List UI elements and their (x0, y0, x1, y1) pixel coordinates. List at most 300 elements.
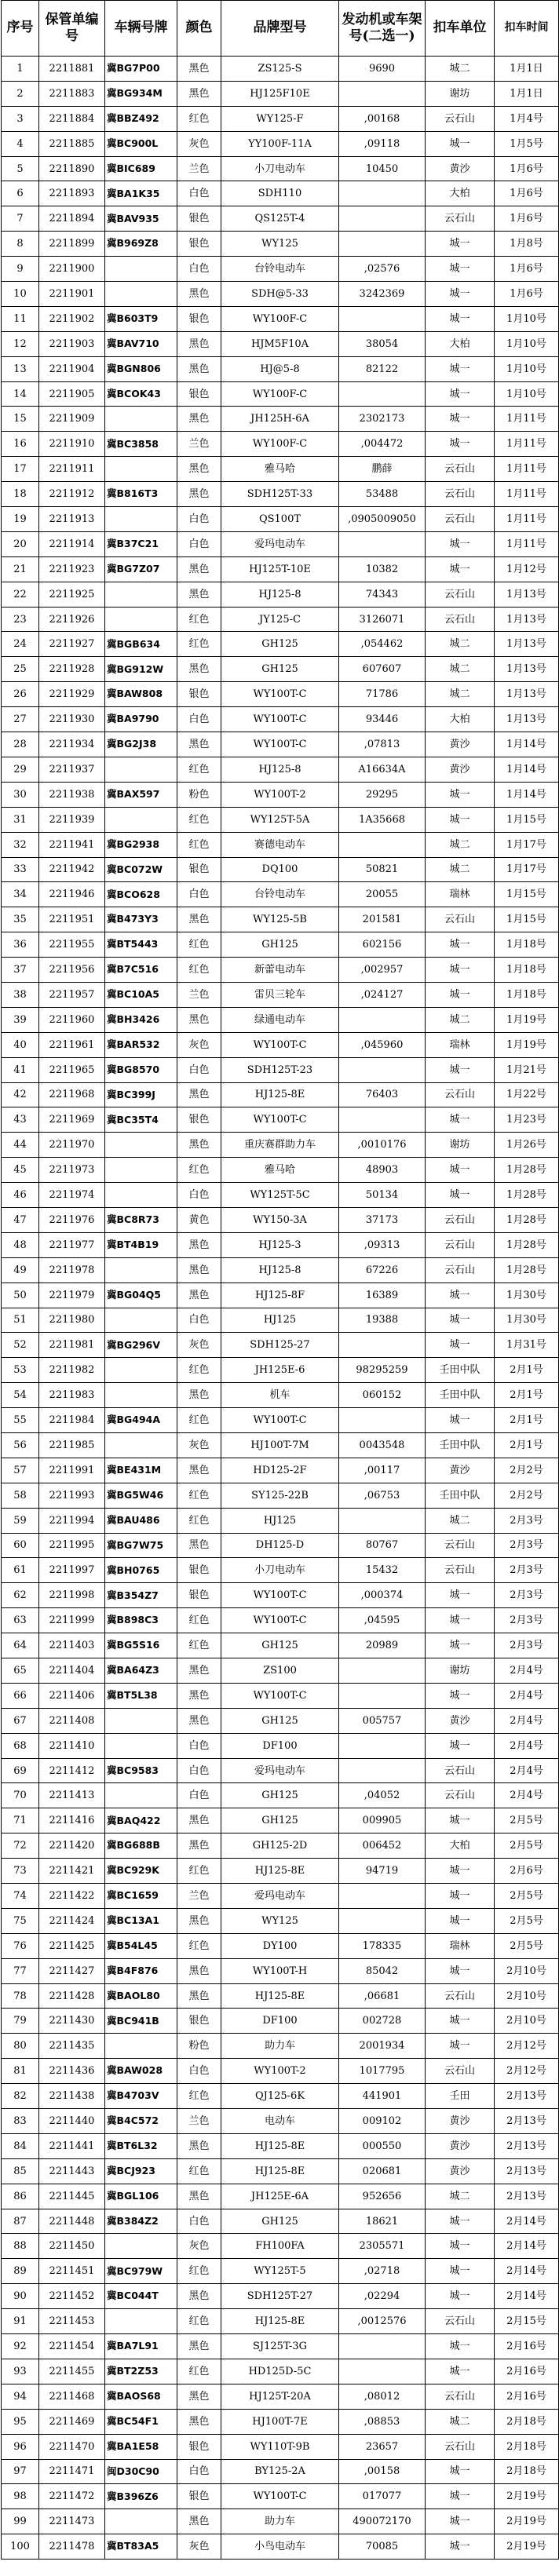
cell-color: 黑色 (177, 482, 221, 507)
cell-seq: 84 (2, 2133, 39, 2158)
cell-model: 机车 (221, 1383, 339, 1408)
cell-color: 红色 (177, 1859, 221, 1884)
cell-unit: 黄沙 (426, 2109, 495, 2134)
cell-doc-number: 2211421 (39, 1859, 105, 1884)
cell-color: 银色 (177, 1107, 221, 1133)
cell-seq: 24 (2, 632, 39, 657)
cell-color: 黑色 (177, 457, 221, 482)
cell-time: 2月12号 (495, 2034, 559, 2059)
cell-color: 兰色 (177, 2109, 221, 2134)
cell-plate: 冀BCJ923 (105, 2158, 177, 2184)
cell-model: WY100T-C (221, 1583, 339, 1608)
cell-unit: 云石山 (426, 106, 495, 131)
cell-time: 1月6号 (495, 181, 559, 206)
cell-time: 1月18号 (495, 982, 559, 1007)
cell-seq: 64 (2, 1633, 39, 1658)
cell-model: WY125-5B (221, 907, 339, 932)
cell-time: 1月28号 (495, 1207, 559, 1232)
cell-time: 1月11号 (495, 457, 559, 482)
cell-doc-number: 2211436 (39, 2059, 105, 2084)
cell-engine-frame: 3242369 (339, 282, 426, 307)
cell-doc-number: 2211985 (39, 1432, 105, 1458)
cell-engine-frame: ,002957 (339, 958, 426, 983)
cell-color: 黑色 (177, 1082, 221, 1107)
cell-plate: 冀BC1659 (105, 1884, 177, 1909)
cell-plate: 冀BC9583 (105, 1758, 177, 1783)
cell-unit: 云石山 (426, 206, 495, 232)
cell-time: 2月4号 (495, 1733, 559, 1758)
cell-model: HJ125-8E (221, 1983, 339, 2009)
cell-plate: 冀BT4B19 (105, 1232, 177, 1257)
table-row (2, 1758, 559, 1783)
cell-seq: 12 (2, 331, 39, 356)
cell-time: 2月1号 (495, 1408, 559, 1433)
cell-unit: 云石山 (426, 1082, 495, 1107)
cell-color: 黑色 (177, 1983, 221, 2009)
cell-engine-frame (339, 2334, 426, 2359)
cell-time: 1月11号 (495, 482, 559, 507)
header-unit: 扣车单位 (426, 1, 495, 57)
cell-unit: 黄沙 (426, 732, 495, 757)
cell-unit: 云石山 (426, 1983, 495, 2009)
cell-seq: 6 (2, 181, 39, 206)
cell-engine-frame: ,0010176 (339, 1133, 426, 1158)
cell-color: 黑色 (177, 1658, 221, 1684)
cell-seq: 34 (2, 882, 39, 907)
cell-seq: 35 (2, 907, 39, 932)
cell-color: 银色 (177, 2009, 221, 2034)
cell-unit: 云石山 (426, 607, 495, 632)
cell-seq: 83 (2, 2109, 39, 2134)
cell-unit: 大柏 (426, 181, 495, 206)
cell-plate: 冀BT2Z53 (105, 2359, 177, 2384)
cell-unit: 云石山 (426, 457, 495, 482)
table-row (2, 1608, 559, 1633)
cell-color: 灰色 (177, 1333, 221, 1358)
cell-model: WY100T-C (221, 1032, 339, 1057)
cell-model: JH125E-6 (221, 1358, 339, 1383)
cell-plate (105, 1358, 177, 1383)
cell-time: 2月4号 (495, 1783, 559, 1808)
cell-plate: 冀BC941B (105, 2009, 177, 2034)
table-row (2, 1107, 559, 1133)
cell-unit: 城一 (426, 2259, 495, 2284)
cell-unit: 大柏 (426, 331, 495, 356)
table-row (2, 1733, 559, 1758)
cell-time: 2月4号 (495, 1683, 559, 1708)
cell-color: 黑色 (177, 2334, 221, 2359)
cell-engine-frame: ,02576 (339, 257, 426, 282)
cell-seq: 50 (2, 1283, 39, 1308)
cell-plate (105, 1708, 177, 1733)
cell-color: 银色 (177, 1558, 221, 1583)
cell-doc-number: 2211991 (39, 1458, 105, 1483)
table-row (2, 2534, 559, 2560)
cell-engine-frame: 002728 (339, 2009, 426, 2034)
table-row (2, 282, 559, 307)
cell-unit: 大柏 (426, 707, 495, 732)
table-row (2, 306, 559, 331)
cell-color: 红色 (177, 1158, 221, 1183)
cell-engine-frame: ,004472 (339, 432, 426, 457)
cell-engine-frame: 178335 (339, 1933, 426, 1958)
cell-unit: 城一 (426, 232, 495, 257)
cell-color: 黑色 (177, 1958, 221, 1983)
cell-model: GH125 (221, 1783, 339, 1808)
cell-plate: 冀BA9790 (105, 707, 177, 732)
cell-unit: 城二 (426, 1508, 495, 1533)
cell-model: 台铃电动车 (221, 882, 339, 907)
cell-color: 黑色 (177, 2133, 221, 2158)
cell-seq: 19 (2, 507, 39, 532)
cell-time: 2月1号 (495, 1432, 559, 1458)
cell-engine-frame (339, 81, 426, 106)
cell-doc-number: 2211472 (39, 2484, 105, 2509)
cell-unit: 城一 (426, 282, 495, 307)
cell-engine-frame: 50821 (339, 857, 426, 882)
cell-unit: 谢坊 (426, 1658, 495, 1684)
cell-plate: 冀BAOS68 (105, 2384, 177, 2409)
cell-unit: 城一 (426, 2284, 495, 2309)
cell-time: 1月11号 (495, 531, 559, 556)
cell-seq: 10 (2, 282, 39, 307)
cell-time: 2月13号 (495, 2109, 559, 2134)
table-row (2, 2109, 559, 2134)
cell-model: WY100T-C (221, 1683, 339, 1708)
cell-doc-number: 2211993 (39, 1483, 105, 1508)
cell-plate: 冀B4C572 (105, 2109, 177, 2134)
cell-seq: 81 (2, 2059, 39, 2084)
cell-plate (105, 1383, 177, 1408)
cell-doc-number: 2211976 (39, 1207, 105, 1232)
cell-color: 黑色 (177, 2384, 221, 2409)
cell-time: 1月15号 (495, 882, 559, 907)
cell-plate: 冀BC54F1 (105, 2409, 177, 2434)
cell-engine-frame: ,0012576 (339, 2309, 426, 2334)
cell-engine-frame: 15432 (339, 1558, 426, 1583)
cell-unit: 云石山 (426, 1558, 495, 1583)
cell-plate: 冀BGL106 (105, 2184, 177, 2209)
cell-model: DQ100 (221, 857, 339, 882)
table-row (2, 1032, 559, 1057)
cell-time: 1月13号 (495, 682, 559, 707)
cell-unit: 城一 (426, 782, 495, 807)
cell-seq: 18 (2, 482, 39, 507)
cell-color: 黑色 (177, 1908, 221, 1933)
cell-seq: 61 (2, 1558, 39, 1583)
cell-plate: 冀BAU486 (105, 1508, 177, 1533)
table-row (2, 356, 559, 381)
header-plate: 车辆号牌 (105, 1, 177, 57)
cell-doc-number: 2211994 (39, 1508, 105, 1533)
cell-unit: 城一 (426, 1057, 495, 1082)
cell-doc-number: 2211941 (39, 832, 105, 857)
cell-seq: 89 (2, 2259, 39, 2284)
cell-model: HJ125T-20A (221, 2384, 339, 2409)
cell-engine-frame: 1017795 (339, 2059, 426, 2084)
table-row (2, 1884, 559, 1909)
cell-plate: 冀B4F876 (105, 1958, 177, 1983)
cell-doc-number: 2211468 (39, 2384, 105, 2409)
cell-engine-frame: 005757 (339, 1708, 426, 1733)
cell-color: 白色 (177, 882, 221, 907)
cell-model: 助力车 (221, 2509, 339, 2534)
cell-plate (105, 507, 177, 532)
cell-plate: 冀BT6L32 (105, 2133, 177, 2158)
cell-time: 1月6号 (495, 257, 559, 282)
table-row (2, 2034, 559, 2059)
cell-plate: 冀BG5W46 (105, 1483, 177, 1508)
cell-engine-frame: 3126071 (339, 607, 426, 632)
cell-doc-number: 2211884 (39, 106, 105, 131)
cell-unit: 黄沙 (426, 2158, 495, 2184)
cell-model: WY150-3A (221, 1207, 339, 1232)
cell-time: 1月13号 (495, 632, 559, 657)
cell-color: 黄色 (177, 1207, 221, 1232)
cell-unit: 壬田 (426, 2084, 495, 2109)
cell-engine-frame (339, 1908, 426, 1933)
cell-time: 1月21号 (495, 1057, 559, 1082)
table-row (2, 2334, 559, 2359)
cell-model: JY125-C (221, 607, 339, 632)
cell-color: 红色 (177, 757, 221, 782)
cell-color: 白色 (177, 1733, 221, 1758)
cell-unit: 城一 (426, 2359, 495, 2384)
cell-unit: 城一 (426, 1583, 495, 1608)
cell-time: 2月5号 (495, 1884, 559, 1909)
table-row (2, 1358, 559, 1383)
cell-engine-frame (339, 1884, 426, 1909)
cell-engine-frame: 76403 (339, 1082, 426, 1107)
cell-plate: 冀BH3426 (105, 1007, 177, 1032)
cell-unit: 城一 (426, 2209, 495, 2234)
cell-time: 2月10号 (495, 1983, 559, 2009)
cell-doc-number: 2211984 (39, 1408, 105, 1433)
header-doc-number: 保管单编号 (39, 1, 105, 57)
cell-time: 2月4号 (495, 1758, 559, 1783)
cell-plate: 冀B54L45 (105, 1933, 177, 1958)
cell-engine-frame: 80767 (339, 1533, 426, 1558)
cell-doc-number: 2211974 (39, 1183, 105, 1208)
cell-engine-frame: 18621 (339, 2209, 426, 2234)
cell-engine-frame: 2305571 (339, 2234, 426, 2259)
cell-model: HD125-2F (221, 1458, 339, 1483)
cell-model: SDH125T-23 (221, 1057, 339, 1082)
cell-seq: 36 (2, 932, 39, 958)
cell-seq: 98 (2, 2484, 39, 2509)
cell-plate: 冀BAW028 (105, 2059, 177, 2084)
cell-unit: 城一 (426, 1859, 495, 1884)
cell-time: 2月16号 (495, 2384, 559, 2409)
table-row (2, 1283, 559, 1308)
cell-doc-number: 2211410 (39, 1733, 105, 1758)
cell-unit: 黄沙 (426, 156, 495, 181)
cell-plate: 冀B354Z7 (105, 1583, 177, 1608)
cell-seq: 25 (2, 657, 39, 682)
table-row (2, 2259, 559, 2284)
cell-doc-number: 2211452 (39, 2284, 105, 2309)
cell-time: 1月14号 (495, 757, 559, 782)
cell-time: 2月14号 (495, 2259, 559, 2284)
cell-engine-frame: 009102 (339, 2109, 426, 2134)
cell-model: HJ125-3 (221, 1232, 339, 1257)
cell-plate: 冀BG2938 (105, 832, 177, 857)
cell-color: 灰色 (177, 1032, 221, 1057)
cell-plate: 冀BCOK43 (105, 381, 177, 407)
cell-plate (105, 282, 177, 307)
cell-color: 黑色 (177, 1283, 221, 1308)
cell-doc-number: 2211903 (39, 331, 105, 356)
cell-color: 红色 (177, 1608, 221, 1633)
table-row (2, 257, 559, 282)
cell-unit: 城一 (426, 958, 495, 983)
cell-seq: 53 (2, 1358, 39, 1383)
cell-unit: 城一 (426, 2534, 495, 2560)
cell-time: 2月3号 (495, 1608, 559, 1633)
cell-doc-number: 2211995 (39, 1533, 105, 1558)
cell-seq: 15 (2, 407, 39, 432)
table-row (2, 857, 559, 882)
cell-plate: 冀BC929K (105, 1859, 177, 1884)
cell-unit: 城一 (426, 1608, 495, 1633)
cell-color: 银色 (177, 381, 221, 407)
cell-doc-number: 2211470 (39, 2434, 105, 2459)
cell-color: 兰色 (177, 982, 221, 1007)
cell-unit: 城一 (426, 1107, 495, 1133)
cell-time: 1月26号 (495, 1133, 559, 1158)
cell-color: 红色 (177, 2084, 221, 2109)
cell-doc-number: 2211406 (39, 1683, 105, 1708)
cell-time: 1月28号 (495, 1158, 559, 1183)
cell-doc-number: 2211926 (39, 607, 105, 632)
cell-unit: 城一 (426, 1733, 495, 1758)
cell-time: 1月22号 (495, 1082, 559, 1107)
cell-model: 新蕾电动车 (221, 958, 339, 983)
cell-unit: 云石山 (426, 1232, 495, 1257)
cell-engine-frame: 952656 (339, 2184, 426, 2209)
cell-color: 黑色 (177, 1708, 221, 1733)
cell-doc-number: 2211983 (39, 1383, 105, 1408)
cell-time: 1月17号 (495, 832, 559, 857)
cell-plate (105, 1308, 177, 1333)
cell-engine-frame: 20055 (339, 882, 426, 907)
cell-time: 2月3号 (495, 1533, 559, 1558)
cell-doc-number: 2211430 (39, 2009, 105, 2034)
cell-time: 2月5号 (495, 1808, 559, 1833)
cell-doc-number: 2211883 (39, 81, 105, 106)
table-row (2, 1257, 559, 1283)
cell-color: 黑色 (177, 2509, 221, 2534)
cell-seq: 75 (2, 1908, 39, 1933)
cell-unit: 城二 (426, 632, 495, 657)
cell-color: 白色 (177, 1183, 221, 1208)
header-color: 颜色 (177, 1, 221, 57)
cell-unit: 云石山 (426, 1257, 495, 1283)
cell-color: 黑色 (177, 2184, 221, 2209)
cell-color: 银色 (177, 1583, 221, 1608)
cell-seq: 38 (2, 982, 39, 1007)
cell-seq: 76 (2, 1933, 39, 1958)
table-row (2, 882, 559, 907)
cell-time: 2月5号 (495, 1833, 559, 1859)
cell-color: 黑色 (177, 657, 221, 682)
cell-time: 2月16号 (495, 2334, 559, 2359)
cell-time: 2月15号 (495, 2309, 559, 2334)
cell-doc-number: 2211454 (39, 2334, 105, 2359)
cell-time: 2月13号 (495, 2184, 559, 2209)
table-row (2, 757, 559, 782)
cell-color: 红色 (177, 106, 221, 131)
table-row (2, 2459, 559, 2484)
cell-color: 白色 (177, 257, 221, 282)
cell-unit: 城一 (426, 1183, 495, 1208)
cell-engine-frame: 000550 (339, 2133, 426, 2158)
cell-unit: 瑞林 (426, 882, 495, 907)
cell-time: 1月11号 (495, 507, 559, 532)
cell-model: HJ125-8E (221, 1082, 339, 1107)
cell-color: 黑色 (177, 1133, 221, 1158)
cell-color: 白色 (177, 2059, 221, 2084)
cell-seq: 95 (2, 2409, 39, 2434)
cell-plate (105, 1257, 177, 1283)
table-row (2, 1533, 559, 1558)
cell-doc-number: 2211448 (39, 2209, 105, 2234)
cell-time: 1月6号 (495, 156, 559, 181)
cell-time: 2月10号 (495, 2009, 559, 2034)
cell-color: 黑色 (177, 582, 221, 607)
cell-engine-frame (339, 1107, 426, 1133)
cell-engine-frame: 19388 (339, 1308, 426, 1333)
cell-seq: 29 (2, 757, 39, 782)
table-row (2, 2209, 559, 2234)
cell-doc-number: 2211905 (39, 381, 105, 407)
cell-model: QS100T (221, 507, 339, 532)
cell-unit: 城一 (426, 2459, 495, 2484)
table-row (2, 2009, 559, 2034)
cell-model: HJ@5-8 (221, 356, 339, 381)
cell-model: WY100T-C (221, 732, 339, 757)
cell-time: 2月3号 (495, 1633, 559, 1658)
cell-model: HD125D-5C (221, 2359, 339, 2384)
cell-unit: 城一 (426, 1333, 495, 1358)
cell-unit: 云石山 (426, 1533, 495, 1558)
cell-plate: 冀BC044T (105, 2284, 177, 2309)
cell-time: 2月12号 (495, 2059, 559, 2084)
cell-model: ZS100 (221, 1658, 339, 1684)
cell-engine-frame (339, 1758, 426, 1783)
cell-doc-number: 2211938 (39, 782, 105, 807)
table-row (2, 2158, 559, 2184)
cell-doc-number: 2211445 (39, 2184, 105, 2209)
cell-plate (105, 257, 177, 282)
cell-doc-number: 2211942 (39, 857, 105, 882)
cell-seq: 30 (2, 782, 39, 807)
cell-plate (105, 1733, 177, 1758)
cell-time: 1月13号 (495, 607, 559, 632)
cell-unit: 城一 (426, 1633, 495, 1658)
table-row (2, 556, 559, 582)
cell-doc-number: 2211441 (39, 2133, 105, 2158)
cell-plate: 冀BG934M (105, 81, 177, 106)
table-row (2, 457, 559, 482)
cell-seq: 4 (2, 131, 39, 156)
table-row (2, 1833, 559, 1859)
cell-color: 白色 (177, 2459, 221, 2484)
cell-engine-frame (339, 1333, 426, 1358)
cell-time: 1月6号 (495, 206, 559, 232)
header-row (2, 1, 559, 57)
cell-model: HJ125-8E (221, 2133, 339, 2158)
